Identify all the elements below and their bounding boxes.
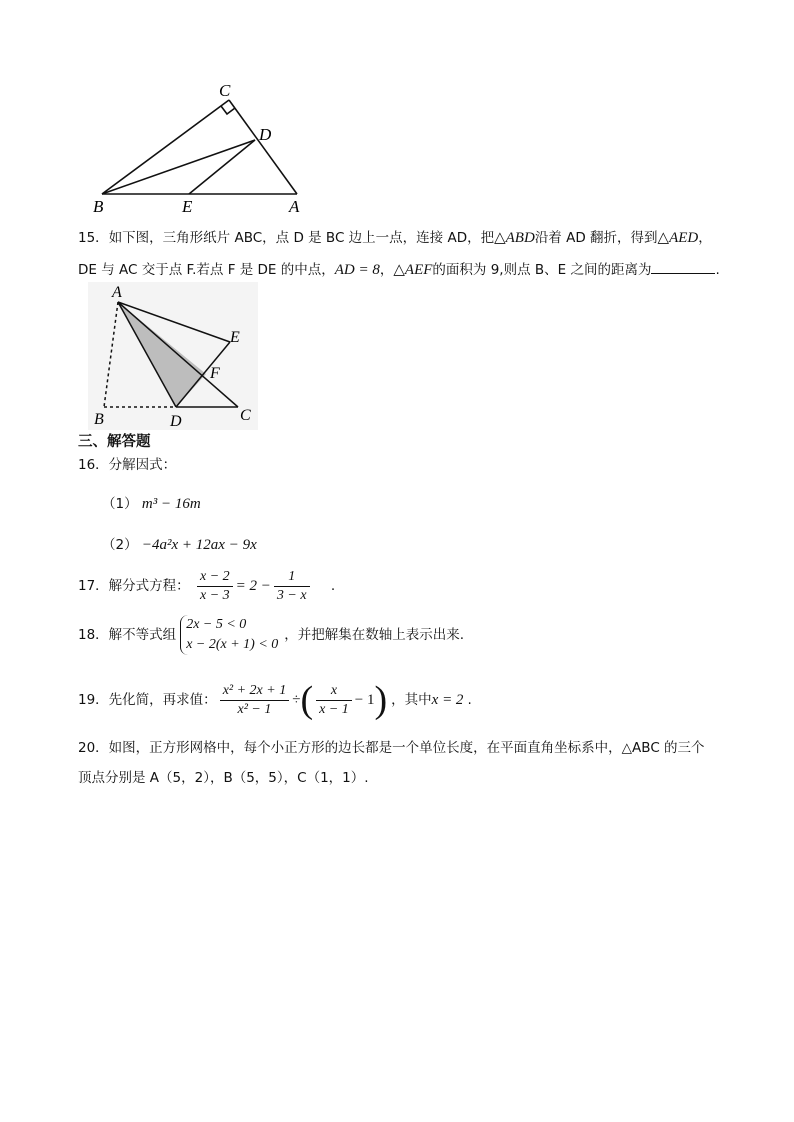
- q15-text-d: DE 与 AC 交于点 F.若点 F 是 DE 的中点，: [78, 262, 335, 278]
- q17-prompt: 17．解分式方程：: [78, 578, 190, 594]
- q16-prompt: 16．分解因式：: [78, 457, 177, 473]
- q20-line1: 20．如图，正方形网格中，每个小正方形的边长都是一个单位长度，在平面直角坐标系中，△ABC 的三个: [78, 740, 705, 756]
- q19-tail: ，其中: [391, 692, 432, 708]
- label-d2: D: [170, 413, 182, 430]
- q19-frac1-num: x² + 2x + 1: [220, 682, 290, 701]
- q18-tail: ，并把解集在数轴上表示出来.: [284, 627, 465, 643]
- q17-frac1-num: x − 2: [197, 568, 233, 587]
- label-c2: C: [240, 407, 251, 424]
- label-f2: F: [210, 365, 220, 382]
- q19-line: [78, 680, 472, 720]
- right-angle-mark: [221, 106, 235, 114]
- q18-line: [78, 615, 464, 655]
- q16-part1-label: （1）: [102, 496, 138, 512]
- q15-text-b: 沿着 AD 翻折，得到: [534, 230, 658, 246]
- q18-prompt: 18．解不等式组: [78, 627, 177, 643]
- q17-middle: = 2 −: [235, 578, 271, 594]
- q16-part2-label: （2）: [102, 537, 138, 553]
- q15-text-f: 的面积为 9,则点 B、E 之间的距离为: [432, 262, 652, 278]
- q18-ineq2: x − 2(x + 1) < 0: [186, 637, 279, 652]
- label-b2: B: [94, 411, 104, 428]
- q15-text-e: ，: [379, 262, 394, 278]
- q15-line2: [78, 259, 720, 280]
- label-d: D: [259, 125, 272, 144]
- q17-frac2-den: 3 − x: [276, 587, 307, 603]
- q19-divide: ÷: [292, 692, 301, 708]
- q15-tri-abd: △ABD: [494, 230, 535, 246]
- q16-part1: [102, 494, 201, 514]
- label-a2: A: [112, 284, 122, 301]
- q16-part2: [102, 535, 257, 555]
- segment-bc: [102, 100, 229, 194]
- q15-tri-aed: △AED: [657, 230, 699, 246]
- q17-fraction-left: [197, 568, 233, 605]
- q15-ad-eq: AD = 8: [334, 262, 380, 278]
- label-e2: E: [230, 329, 240, 346]
- q16-part2-expr: −4a²x + 12ax − 9x: [141, 537, 257, 553]
- q19-frac2-num: x: [316, 682, 352, 701]
- q19-prompt: 19．先化简，再求值：: [78, 692, 217, 708]
- section-title: 三、解答题: [78, 434, 151, 450]
- q16-part1-expr: m³ − 16m: [141, 496, 201, 512]
- q15-text-c: ，: [698, 230, 712, 246]
- segment-ed: [189, 140, 255, 194]
- q17-frac1-den: x − 3: [199, 587, 230, 603]
- q18-ineq1: 2x − 5 < 0: [186, 617, 247, 632]
- q18-system: [180, 615, 278, 655]
- figure-triangle-bcd: [85, 78, 315, 218]
- q19-end: .: [467, 692, 472, 708]
- label-e: E: [182, 197, 193, 216]
- q20-line2: 顶点分别是 A（5，2），B（5，5），C（1，1）.: [78, 770, 369, 786]
- segment-bd: [102, 140, 255, 194]
- q19-paren-right: ): [374, 679, 388, 721]
- q17-line: [78, 566, 335, 606]
- q15-text-a: 如下图，三角形纸片 ABC，点 D 是 BC 边上一点，连接 AD，把: [108, 230, 495, 246]
- q15-answer-blank[interactable]: [651, 259, 715, 274]
- label-c: C: [219, 81, 231, 100]
- q19-fraction-left: [220, 682, 290, 719]
- figure-folded-triangle: [88, 282, 258, 430]
- q17-end: .: [330, 578, 336, 594]
- q19-fraction-right: [316, 682, 352, 719]
- q15-line1: [78, 228, 712, 248]
- q19-paren-left: (: [300, 679, 314, 721]
- label-b: B: [93, 197, 104, 216]
- q15-number: 15．: [78, 230, 109, 246]
- label-a: A: [289, 197, 300, 216]
- q19-frac2-den: x − 1: [319, 701, 349, 717]
- q17-fraction-right: [274, 568, 310, 605]
- q19-condition: x = 2: [431, 692, 464, 708]
- q15-tri-aef: △AEF: [393, 262, 433, 278]
- q17-frac2-num: 1: [274, 568, 310, 587]
- segment-ca: [229, 100, 297, 194]
- q19-frac1-den: x² − 1: [237, 701, 272, 717]
- q15-end: .: [715, 262, 720, 278]
- q19-minus-one: − 1: [354, 692, 375, 708]
